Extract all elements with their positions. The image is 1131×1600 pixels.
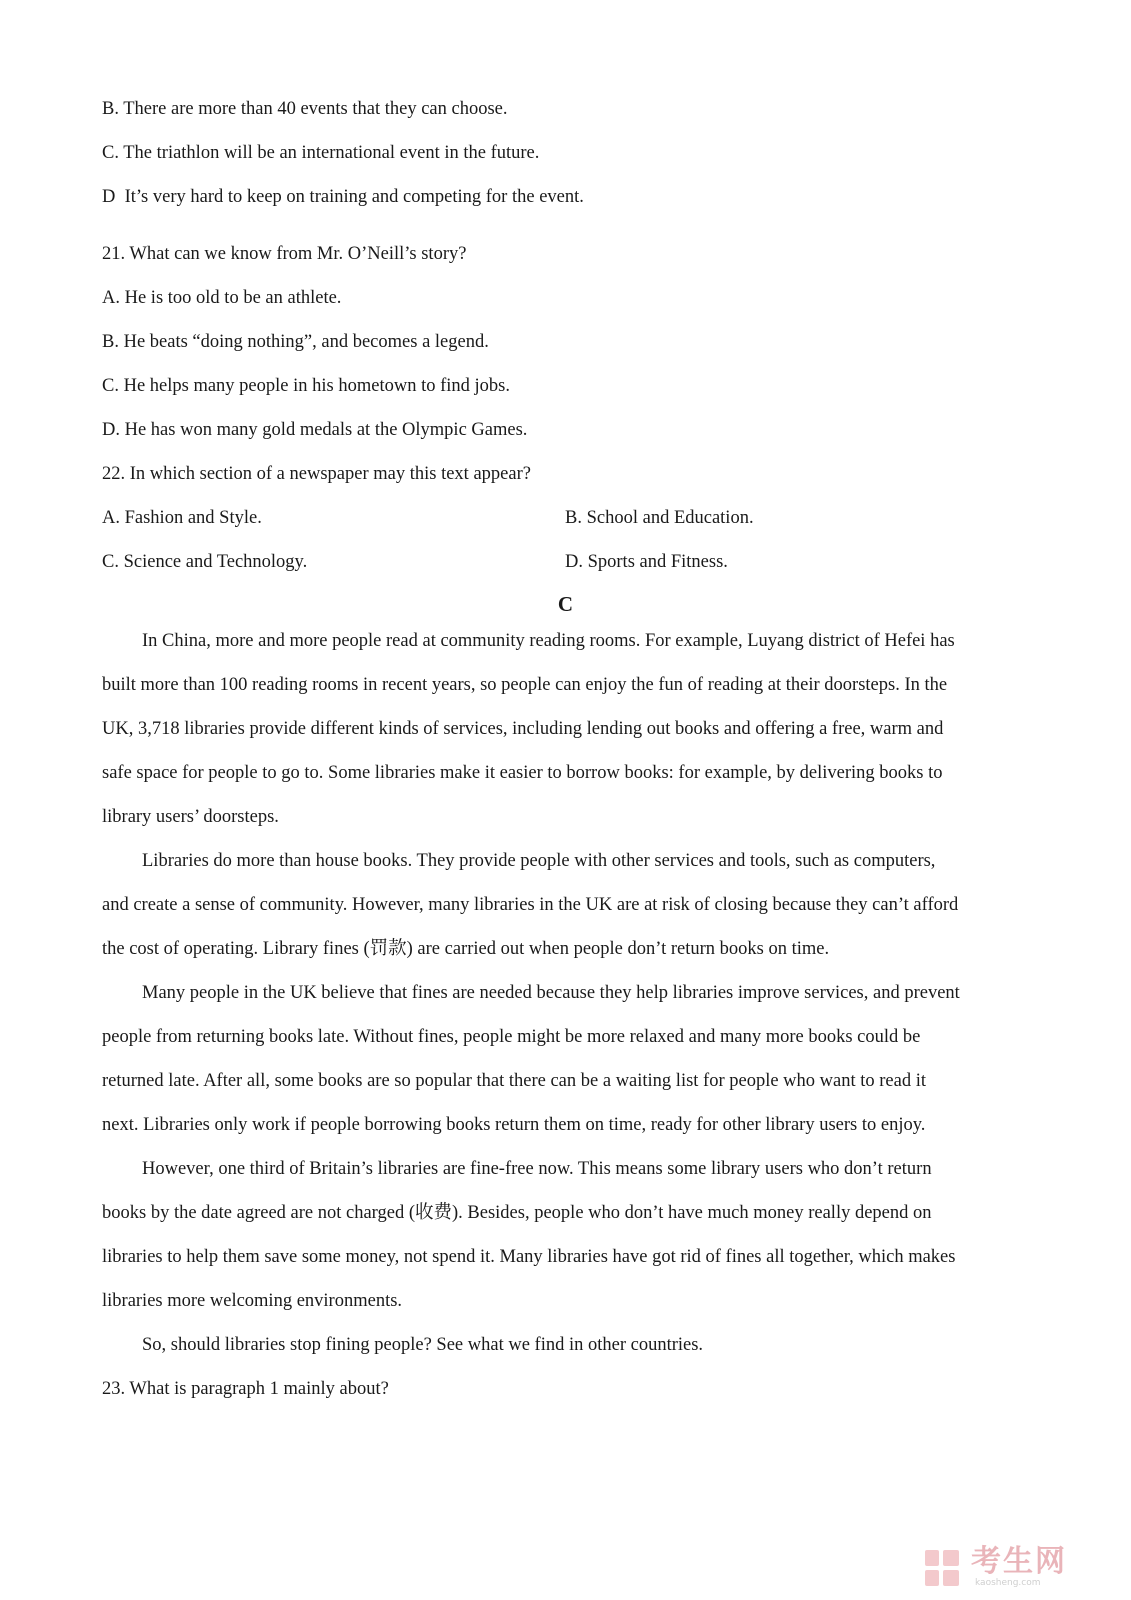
passage-line: UK, 3,718 libraries provide different kinds of services, including lending out books and offering a free, warm and — [102, 719, 944, 739]
site-watermark — [921, 1544, 1101, 1592]
q20-option-b: B. There are more than 40 events that they can choose. — [102, 99, 508, 119]
passage-line: people from returning books late. Without fines, people might be more relaxed and many more books could be — [102, 1027, 921, 1047]
q21-option-c: C. He helps many people in his hometown to find jobs. — [102, 376, 510, 396]
passage-line: Libraries do more than house books. They provide people with other services and tools, such as computers, — [142, 851, 936, 871]
passage-line: library users’ doorsteps. — [102, 807, 279, 827]
passage-line: libraries more welcoming environments. — [102, 1291, 403, 1311]
q21-option-a: A. He is too old to be an athlete. — [102, 288, 342, 308]
passage-line: libraries to help them save some money, not spend it. Many libraries have got rid of fines all together, which makes — [102, 1247, 956, 1267]
watermark-site: kaosheng.com — [975, 1578, 1041, 1588]
passage-line: returned late. After all, some books are so popular that there can be a waiting list for people who want to read it — [102, 1071, 927, 1091]
passage-line: safe space for people to go to. Some libraries make it easier to borrow books: for example, by delivering books to — [102, 763, 943, 783]
passage-line: books by the date agreed are not charged (收费). Besides, people who don’t have much money really depend on — [102, 1203, 932, 1223]
q23-question: 23. What is paragraph 1 mainly about? — [102, 1379, 389, 1399]
passage-line: and create a sense of community. However, many libraries in the UK are at risk of closing because they can’t afford — [102, 895, 959, 915]
q21-option-b: B. He beats “doing nothing”, and becomes a legend. — [102, 332, 489, 352]
q22-question: 22. In which section of a newspaper may this text appear? — [102, 464, 531, 484]
q21-option-d: D. He has won many gold medals at the Olympic Games. — [102, 420, 528, 440]
passage-line: Many people in the UK believe that fines are needed because they help libraries improve services, and prevent — [142, 983, 960, 1003]
passage-line: So, should libraries stop fining people? See what we find in other countries. — [142, 1335, 704, 1355]
q22-option-d: D. Sports and Fitness. — [565, 552, 728, 572]
q20-option-d: D It’s very hard to keep on training and competing for the event. — [102, 187, 584, 207]
passage-line: built more than 100 reading rooms in recent years, so people can enjoy the fun of reading at their doorsteps. In the — [102, 675, 948, 695]
passage-line: next. Libraries only work if people borrowing books return them on time, ready for other library users to enjoy. — [102, 1115, 926, 1135]
q22-option-a: A. Fashion and Style. — [102, 508, 262, 528]
passage-line: In China, more and more people read at community reading rooms. For example, Luyang district of Hefei has — [142, 631, 955, 651]
q21-question: 21. What can we know from Mr. O’Neill’s story? — [102, 244, 467, 264]
section-heading: C — [557, 592, 574, 616]
passage-line: the cost of operating. Library fines (罚款) are carried out when people don’t return books on time. — [102, 939, 830, 959]
q22-option-b: B. School and Education. — [565, 508, 754, 528]
watermark-logo-icon — [921, 1546, 965, 1590]
q20-option-c: C. The triathlon will be an international event in the future. — [102, 143, 540, 163]
watermark-name: 考生网 — [971, 1544, 1067, 1579]
q22-option-c: C. Science and Technology. — [102, 552, 308, 572]
passage-line: However, one third of Britain’s libraries are fine-free now. This means some library users who don’t return — [142, 1159, 932, 1179]
